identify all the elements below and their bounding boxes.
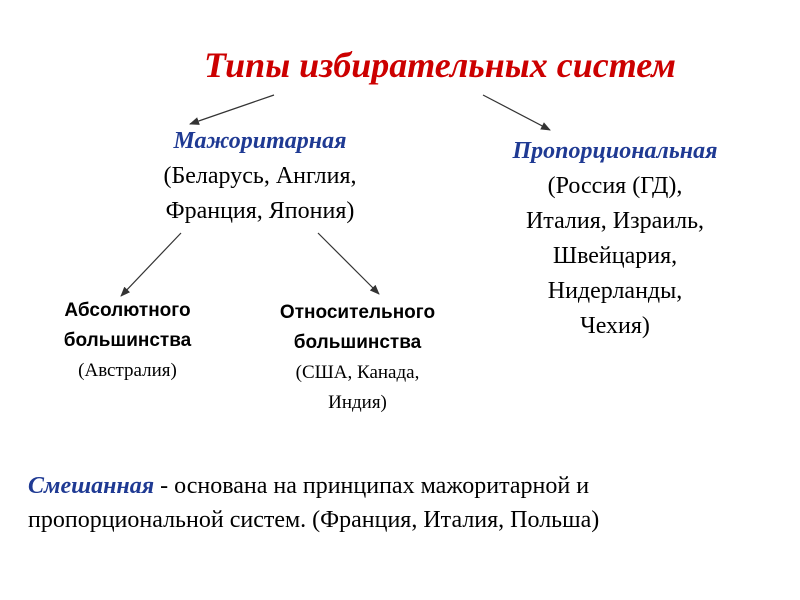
absolute-heading-line: Абсолютного — [64, 300, 191, 321]
majoritarian-line: Франция, Япония) — [165, 198, 355, 224]
diagram-title: Типы избирательных систем — [204, 45, 676, 85]
arrow-to-absolute — [121, 233, 181, 296]
absolute-heading-line: большинства — [63, 330, 192, 351]
proportional-line: Италия, Израиль, — [525, 208, 705, 234]
relative-line: Индия) — [328, 392, 387, 413]
proportional-line: Швейцария, — [552, 243, 678, 269]
majoritarian-node — [110, 124, 410, 229]
arrow-to-majoritarian — [190, 95, 274, 124]
proportional-line: Нидерланды, — [547, 278, 683, 304]
majoritarian-line: (Беларусь, Англия, — [163, 163, 357, 189]
majoritarian-heading: Мажоритарная — [173, 128, 347, 154]
arrow-to-relative — [318, 233, 379, 294]
mixed-system-note — [28, 469, 788, 537]
proportional-line: (Россия (ГД), — [547, 173, 683, 199]
relative-heading-line: Относительного — [279, 302, 436, 323]
mixed-heading: Смешанная — [28, 473, 155, 499]
mixed-description: - основана на принципах мажоритарной и пропорциональной систем. (Франция, Италия, Польша) — [28, 473, 600, 533]
absolute-line: (Австралия) — [78, 360, 177, 381]
relative-line: (США, Канада, — [295, 362, 420, 383]
arrow-to-proportional — [483, 95, 550, 130]
relative-majority-node — [240, 298, 475, 418]
proportional-line: Чехия) — [580, 313, 650, 339]
relative-heading-line: большинства — [293, 332, 422, 353]
proportional-node — [470, 134, 760, 344]
absolute-majority-node — [20, 296, 235, 386]
proportional-heading: Пропорциональная — [512, 138, 718, 164]
